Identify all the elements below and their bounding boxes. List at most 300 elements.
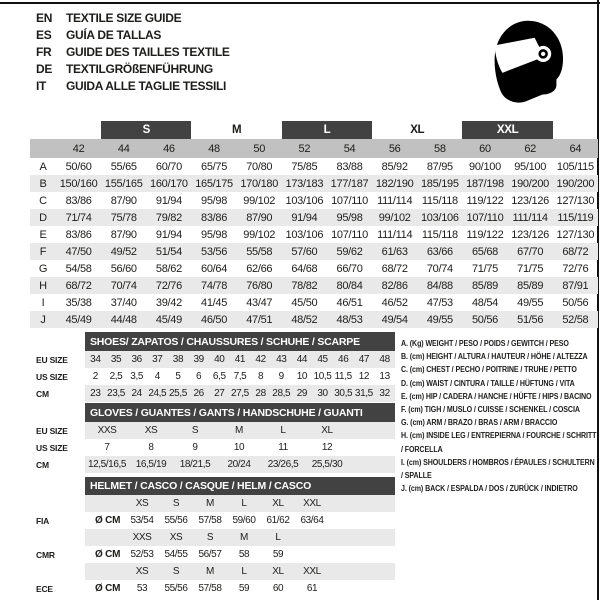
measure-row-a [30,158,598,175]
legend-item: E. (cm) HIP / CADERA / HANCHE / HÜFTE / HIPS / BACINO [401,391,592,401]
measure-cell: 115/118 [421,228,458,241]
table-cell: XXS [85,422,129,439]
measure-cell: 49/54 [372,311,417,328]
measure-cell: 74/78 [191,277,236,294]
table-cell: M [227,529,261,546]
measure-cell: 119/122 [466,228,504,241]
language-title: GUIDA ALLE TAGLIE TESSILI [66,79,227,93]
table-cell: 60 [272,583,284,594]
row-label: C [39,194,47,207]
table-cell: 11 [278,442,288,453]
table-cell: 10 [296,371,308,382]
unit-cell [85,495,125,512]
measure-cell: 111/114 [377,194,413,207]
spacer-cell [36,332,85,351]
language-code: EN [36,11,53,25]
measure-cell: 185/195 [417,175,462,192]
measure-row-i [30,294,598,311]
measure-cell: 57/60 [282,243,327,260]
table-cell: 10 [233,442,245,453]
measure-cell: 60/70 [155,160,182,173]
measure-cell: 119/122 [466,194,504,207]
measure-cell: 46/52 [381,296,408,309]
unit-cell: Ø CM [95,515,121,526]
legend-item: I. (cm) SHOULDERS / HOMBROS / ÉPAULES / SCHULTERN / SPALLE [401,457,595,481]
table-cell: 53/54 [130,515,154,526]
measure-cell: 49/55 [517,296,544,309]
table-cell: XS [125,563,159,580]
measure-cell: 85/92 [381,160,408,173]
measure-cell: 123/126 [511,194,549,207]
table-cell: 37 [147,351,168,368]
legend-item: H. (cm) INSIDE LEG / ENTREPIERNA / FOURCHE / SCHRITT / FORCELLA [401,431,597,454]
legend-item: G. (cm) ARM / BRAZO / BRAS / ARM / BRACCIO [401,418,558,428]
table-cell: 11,5 [334,371,352,382]
measure-cell: 70/74 [426,262,453,275]
table-cell: 40 [209,351,230,368]
measure-cell: 103/106 [285,228,324,241]
helmet-table-title: HELMET / CASCO / CASQUE / HELM / CASCO [85,477,395,495]
measure-cell: 103/106 [285,194,324,207]
table-row [36,563,395,580]
helmet-title-row [36,477,395,495]
table-cell: 61/62 [266,515,290,526]
row-label: ECE [36,583,53,594]
table-cell: S [159,563,193,580]
table-row [36,456,395,473]
corner-cell [30,121,56,139]
numeric-size-cell: 58 [417,139,462,158]
table-cell: 55/56 [164,515,188,526]
measure-cell: 84/88 [417,277,462,294]
measure-cell: 46/51 [336,296,363,309]
measure-cell: 80/84 [327,277,372,294]
table-cell: 39 [188,351,209,368]
table-cell: 20/24 [217,456,261,473]
measure-row-g [30,260,598,277]
measure-cell: 63/66 [417,243,462,260]
measure-cell: 182/190 [372,175,417,192]
table-cell: XL [261,495,295,512]
table-row [36,422,395,439]
table-cell: 48 [374,351,395,368]
row-label: US SIZE [36,371,68,382]
measure-cell: 49/55 [417,311,462,328]
table-cell: 36 [126,351,147,368]
table-cell: 55/56 [164,583,188,594]
table-cell: 42 [250,351,271,368]
language-list [36,10,230,95]
table-row [36,512,395,529]
measure-cell: 48/53 [327,311,372,328]
measure-cell: 47/51 [237,311,282,328]
measure-cell: 68/72 [56,277,101,294]
measure-cell: 111/114 [377,228,413,241]
legend-item: F. (cm) TIGH / MUSLO / CUISSE / SCHENKEL / COSCIA [401,405,580,415]
measure-cell: 45/49 [56,311,101,328]
measure-cell: 107/110 [331,194,368,207]
measure-cell: 95/98 [201,228,228,241]
language-row [36,27,230,44]
measure-cell: 123/126 [511,228,549,241]
measure-cell: 87/95 [426,160,453,173]
numeric-size-row [30,139,598,158]
table-cell: 23 [85,385,106,402]
measure-row-f [30,243,598,260]
table-cell: 27,5 [230,385,251,402]
measure-cell: 170/180 [237,175,282,192]
measure-cell: 91/94 [155,194,182,207]
table-cell: 2,5 [109,371,123,382]
measure-cell: 54/58 [65,262,92,275]
row-label [36,529,85,546]
filler-cell [329,529,395,546]
table-cell [295,546,329,563]
table-cell: L [261,529,295,546]
measure-cell: 190/200 [508,175,553,192]
row-label: EU SIZE [36,425,68,436]
table-cell: 8 [148,442,154,453]
shoes-size-table-title-row [36,332,395,351]
measure-cell: 111/114 [508,209,553,226]
measure-cell: 95/98 [327,209,372,226]
unit-cell: Ø CM [95,549,121,560]
measure-cell: 71/74 [56,209,101,226]
row-label: H [30,277,56,294]
measure-cell: 48/54 [471,296,498,309]
filler-cell [329,546,395,563]
table-row [36,385,395,402]
table-cell: 31,5 [354,385,375,402]
measure-cell: 85/89 [508,277,553,294]
textile-size-table [30,121,598,328]
unit-cell: Ø CM [95,583,121,594]
table-row [36,368,395,385]
measure-cell: 82/86 [372,277,417,294]
language-title: TEXTILE SIZE GUIDE [66,11,182,25]
measure-cell: 43/47 [246,296,273,309]
numeric-size-cell: 50 [237,139,282,158]
language-code: FR [36,45,52,59]
table-cell: 27 [209,385,230,402]
measure-cell: 61/63 [372,243,417,260]
table-cell: XL [261,563,295,580]
table-cell: 4 [154,371,160,382]
table-cell: 59/60 [232,515,256,526]
row-label: US SIZE [36,442,68,453]
measure-cell: 155/165 [101,175,146,192]
measure-cell: 46/50 [191,311,236,328]
measure-cell: 90/100 [469,160,501,173]
language-row [36,78,230,95]
table-cell: 13 [379,371,390,382]
measure-cell: 55/58 [237,243,282,260]
language-row [36,10,230,27]
measure-cell: 53/56 [191,243,236,260]
table-cell: 7,5 [233,371,247,382]
measure-row-h [30,277,598,294]
table-cell: 30,5 [333,385,354,402]
measure-cell: 87/90 [237,209,282,226]
measure-row-c [30,192,598,209]
gloves-size-table [36,403,395,473]
table-cell: 12 [321,442,333,453]
measure-row-d [30,209,598,226]
measure-cell: 95/98 [201,194,228,207]
row-label: A [39,160,47,173]
table-cell: 23,5 [106,385,127,402]
table-cell: 41 [230,351,251,368]
size-group-spacer [553,121,598,139]
filler-cell [329,580,395,597]
filler-cell [329,495,395,512]
table-cell: 24,5 [147,385,168,402]
legend-item: A. (Kg) WEIGHT / PESO / POIDS / GEWITCH / PESO [401,339,569,348]
shoes-size-table [36,332,395,402]
table-cell: 35 [106,351,127,368]
measure-cell: 99/102 [372,209,417,226]
row-label [36,563,85,580]
measure-cell: 71/75 [471,262,498,275]
measure-cell: 55/65 [110,160,137,173]
measure-cell: 127/130 [556,194,595,207]
measure-cell: 127/130 [556,228,595,241]
table-cell: 54/55 [164,549,188,560]
measure-cell: 83/86 [65,194,92,207]
size-group-l: L [282,121,372,139]
measure-cell: 52/58 [553,311,598,328]
table-cell: XXL [295,495,329,512]
table-cell: L [227,563,261,580]
row-label: CM [36,388,49,399]
table-cell: 2 [92,371,98,382]
table-row [36,351,395,368]
table-row [36,529,395,546]
measure-cell: 160/170 [146,175,191,192]
table-cell: L [227,495,261,512]
table-cell: 28,5 [271,385,292,402]
measure-cell: 190/200 [553,175,598,192]
row-label: D [30,209,56,226]
measure-cell: 68/72 [553,243,598,260]
table-cell: M [193,495,227,512]
measure-cell: 91/94 [155,228,182,241]
measure-cell: 165/175 [191,175,236,192]
numeric-size-cell: 64 [553,139,598,158]
top-border-line [0,2,600,4]
filler-cell [329,512,395,529]
table-cell: 46 [333,351,354,368]
language-code: IT [36,79,47,93]
language-code: DE [36,62,53,76]
measure-cell: 45/49 [146,311,191,328]
measure-cell: 71/75 [517,262,544,275]
measure-cell: 99/102 [243,228,276,241]
measure-cell: 107/110 [462,209,507,226]
measure-cell: 76/80 [237,277,282,294]
measure-cell: 83/86 [65,228,92,241]
language-row [36,61,230,78]
table-cell: XS [159,529,193,546]
row-label: F [30,243,56,260]
table-cell: 61 [306,583,318,594]
measure-cell: 44/48 [101,311,146,328]
measure-cell: 83/88 [336,160,363,173]
row-label: CMR [36,549,55,560]
table-row [36,495,395,512]
measure-cell: 47/50 [56,243,101,260]
table-cell: S [193,529,227,546]
legend-item: B. (cm) HEIGHT / ALTURA / HAUTEUR / HÖHE / ALTEZZA [401,352,588,362]
table-cell: 30 [312,385,333,402]
measure-cell: 59/62 [327,243,372,260]
row-label: E [39,228,47,241]
measure-cell: 51/54 [146,243,191,260]
measure-row-j [30,311,598,328]
measurement-legend [401,337,597,495]
table-cell: 8 [257,371,264,382]
table-cell: XS [125,495,159,512]
table-cell: 12,5/16,5 [85,456,129,473]
measure-cell: 70/80 [246,160,273,173]
table-cell: 9 [278,371,284,382]
legend-item: D. (cm) WAIST / CINTURA / TAILLE / HÜFTUNG / VITA [401,378,575,388]
table-cell: 44 [292,351,313,368]
table-cell: 45 [312,351,333,368]
measure-cell: 50/56 [562,296,589,309]
measure-cell: 50/56 [462,311,507,328]
row-label: B [30,175,56,192]
table-cell: 53 [136,583,148,594]
filler-cell [349,439,395,456]
measure-row-e [30,226,598,243]
measure-cell: 78/82 [282,277,327,294]
table-cell: 24 [126,385,147,402]
measure-cell: 37/40 [110,296,137,309]
measure-cell: 95/100 [514,160,547,173]
numeric-size-cell: 56 [372,139,417,158]
table-cell: 29 [292,385,313,402]
table-cell: 34 [85,351,106,368]
measure-cell: 50/60 [65,160,92,173]
filler-cell [349,456,395,473]
measure-cell: 85/89 [462,277,507,294]
table-cell: 47 [354,351,375,368]
table-cell: 63/64 [300,515,324,526]
filler-cell [349,422,395,439]
size-group-xl: XL [410,124,425,136]
table-cell: 7 [104,442,110,453]
table-cell: 9 [192,442,198,453]
measure-cell: 83/86 [191,209,236,226]
table-cell: 58 [238,549,250,560]
measure-cell: 91/94 [282,209,327,226]
measure-cell: 187/198 [462,175,507,192]
numeric-size-cell: 42 [56,139,101,158]
table-cell: 5 [175,371,181,382]
shoes-size-table-title: SHOES/ ZAPATOS / CHAUSSURES / SCHUHE / SCARPE [85,332,395,351]
table-cell: 18/21,5 [173,456,217,473]
measure-cell: 45/50 [291,296,318,309]
language-title: GUIDE DES TAILLES TEXTILE [66,45,230,59]
measure-cell: 60/64 [201,262,228,275]
table-cell: 43 [271,351,292,368]
numeric-size-cell: 46 [146,139,191,158]
measure-cell: 70/74 [101,277,146,294]
row-label: I [41,296,45,309]
measure-cell: 51/56 [508,311,553,328]
spacer-cell [36,477,85,495]
table-cell: 59 [238,583,250,594]
table-cell: 56/57 [198,549,222,560]
measure-cell: 65/75 [201,160,228,173]
numeric-size-cell: 44 [101,139,146,158]
table-cell: 12 [358,371,370,382]
table-cell: 3,5 [130,371,143,382]
table-cell: 6 [196,371,202,382]
measure-cell: 79/82 [146,209,191,226]
table-cell: 28 [250,385,271,402]
measure-cell: 56/60 [110,262,137,275]
table-cell: XXS [125,529,159,546]
measure-cell: 39/42 [155,296,182,309]
measure-cell: 58/62 [155,262,182,275]
table-cell: 52/53 [130,549,154,560]
gloves-size-table-title-row [36,403,395,422]
row-label: G [38,262,48,275]
measure-cell: 67/70 [508,243,553,260]
measure-cell: 41/45 [201,296,228,309]
measure-cell: 35/38 [65,296,92,309]
language-row [36,44,230,61]
table-cell: 57/58 [198,583,222,594]
language-title: GUÍA DE TALLAS [66,28,162,42]
table-cell: 26 [188,385,209,402]
table-cell: XS [129,422,173,439]
table-cell: 32 [374,385,395,402]
table-cell: S [173,422,217,439]
table-cell [295,529,329,546]
measure-cell: 173/183 [282,175,327,192]
measure-row-b [30,175,598,192]
measure-cell: 48/52 [282,311,327,328]
table-cell: 57/58 [198,515,222,526]
measure-cell: 105/115 [556,160,594,173]
measure-cell: 75/85 [291,160,318,173]
table-cell: 25,5/30 [305,456,349,473]
gloves-size-table-title: GLOVES / GUANTES / GANTS / HANDSCHUHE / GUANTI [85,403,395,422]
numeric-size-cell: 54 [327,139,372,158]
table-cell: 6,5 [212,371,226,382]
measure-cell: 150/160 [56,175,101,192]
measure-cell: 87/90 [110,194,137,207]
size-group-s: S [101,121,191,139]
measure-cell: 49/52 [101,243,146,260]
measure-cell: 87/90 [110,228,137,241]
row-label: J [30,311,56,328]
size-group-row [30,121,598,139]
measure-cell: 64/68 [291,262,318,275]
spacer-cell [36,403,85,422]
legend-item: C. (cm) CHEST / PECHO / POITRINE / TRUHE / PETTO [401,365,577,375]
row-label: EU SIZE [36,354,68,365]
measure-cell: 65/68 [462,243,507,260]
size-group-spacer [56,121,101,139]
measure-cell: 107/110 [331,228,368,241]
numeric-size-cell: 48 [191,139,236,158]
corner-cell [30,139,56,158]
measure-cell: 99/102 [243,194,276,207]
